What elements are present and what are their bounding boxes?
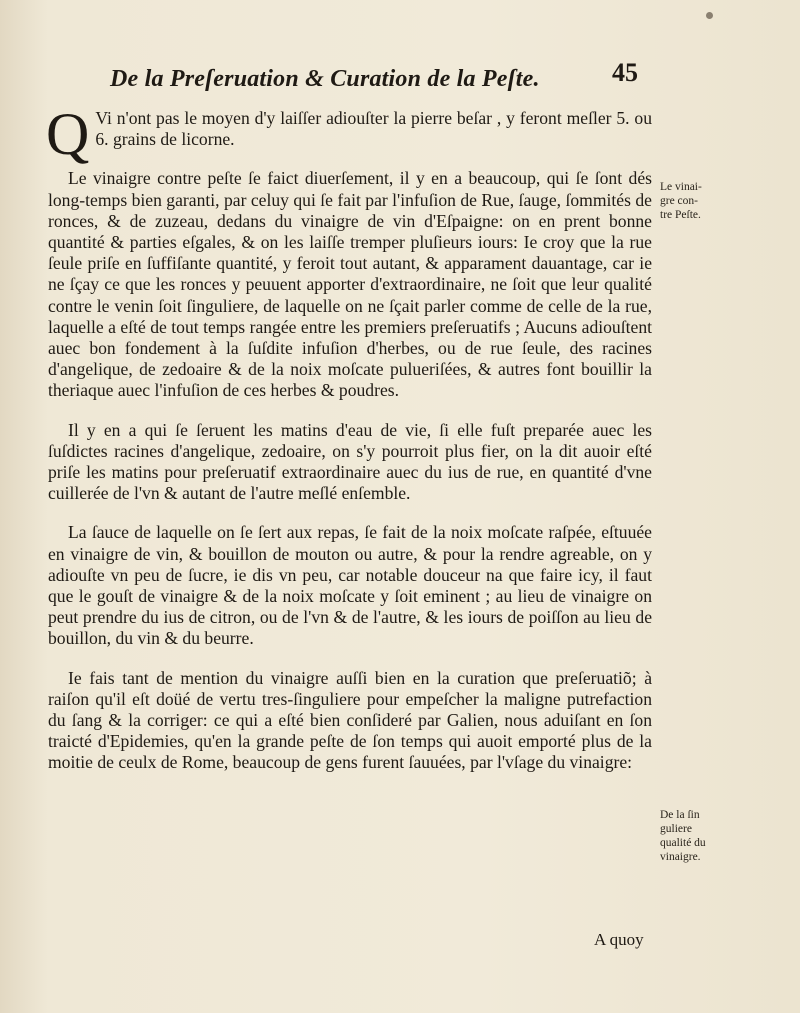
margin-note-line: tre Peſte. <box>660 209 701 221</box>
drop-cap: Q <box>46 101 90 167</box>
ink-spot <box>706 12 713 19</box>
paragraph-text: Vi n'ont pas le moyen d'y laiſſer adiouſter la pierre beſar , y feront meſler 5. ou 6. grains de licorne. <box>95 108 652 150</box>
margin-note-line: De la ſin <box>660 809 700 821</box>
margin-note-line: guliere <box>660 823 692 835</box>
margin-note-line: Le vinai- <box>660 181 702 193</box>
margin-note-vinaigre <box>660 180 740 222</box>
body-text <box>46 101 652 774</box>
margin-note-line: gre con- <box>660 195 698 207</box>
margin-note-qualite <box>660 808 740 864</box>
margin-note-line: qualité du <box>660 837 706 849</box>
page-number: 45 <box>612 58 638 87</box>
running-head: De la Preſeruation & Curation de la Peſte. <box>110 66 540 92</box>
margin-note-line: vinaigre. <box>660 851 701 863</box>
paragraph-vinaigre: Le vinaigre contre peſte ſe faict diuerſement, il y en a beaucoup, qui ſe ſont dés long-temps bien garanti, par celuy qui ſe fait par l'infuſion de Rue, ſauge, ſommités de ronces, & de zuzeau, dedans du vinaigre de vin d'Eſpaigne: on en prent bonne quantité & parties eſgales, & on les laiſſe tremper pluſieurs iours: Ie croy que la rue ſeule priſe en ſuffiſante quantité, y feroit tout autant, & apparament dauantage, car ie ne ſçay ce que les ronces y peuuent apporter d'extraordinaire, ne ſoit que leur qualité contre le venin ſoit ſinguliere, de laquelle on ne ſçait parler comme de celle de la rue, laquelle a eſté de tout temps rangée entre les premiers preſeruatifs ; Aucuns adiouſtent auec bon fondement à la ſuſdite infuſion d'herbes, ou de rue ſeule, des racines d'angelique, de zedoaire & de la noix moſcate pulueriſées, & autres font bouillir la theriaque auec l'infuſion de ces herbes & poudres. <box>48 168 652 401</box>
paragraph-galien: Ie fais tant de mention du vinaigre auſſi bien en la curation que preſeruatiõ; à raiſon qu'il eſt doüé de vertu tres-ſinguliere pour empeſcher la maligne putrefaction du ſang & la corriger: ce qui a eſté bien conſideré par Galien, nous aduiſant en ſon traicté d'Epidemies, qu'en la grande peſte de ſon temps qui auoit emporté plus de la moitie de ceulx de Rome, beaucoup de gens furent ſauuées, par l'vſage du vinaigre: <box>48 667 652 773</box>
paragraph-licorne <box>46 101 652 167</box>
paragraph-eau-de-vie: Il y en a qui ſe ſeruent les matins d'eau de vie, ſi elle fuſt preparée auec les ſuſdictes racines d'angelique, zedoaire, on s'y pourroit plus fier, on la dit auoir eſté priſe les matins pour preſeruatif extraordinaire auec du ius de rue, en quantité d'vne cuillerée de l'vn & autant de l'autre meſlé enſemble. <box>48 419 652 504</box>
paragraph-sauce: La ſauce de laquelle on ſe ſert aux repas, ſe fait de la noix moſcate raſpée, eſtuuée en vinaigre de vin, & bouillon de mouton ou autre, & pour la rendre agreable, on y adiouſte vn peu de ſucre, ie dis vn peu, car notable douceur na que faire icy, il faut que le gouſt de vinaigre & de la noix moſcate y ſoit eminent ; au lieu de vinaigre on peut prendre du ius de citron, ou de l'vn & de l'autre, & les iours de poiſſon au lieu de bouillon, du vin & du beurre. <box>48 522 652 649</box>
catchword: A quoy <box>594 930 644 949</box>
